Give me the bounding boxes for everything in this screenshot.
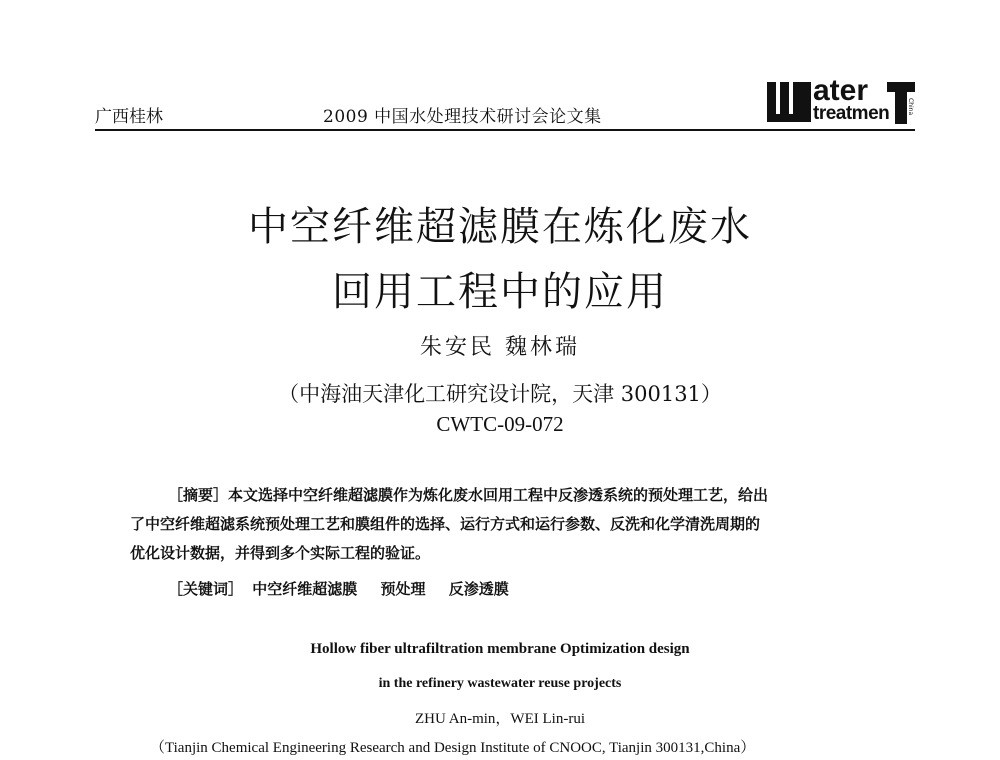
page-header (95, 74, 915, 130)
abstract (130, 481, 890, 568)
keyword-item: 预处理 (380, 580, 426, 598)
keywords (168, 578, 527, 599)
affiliation: （中海油天津化工研究设计院，天津 300131） (278, 382, 722, 406)
english-title-line-1: Hollow fiber ultrafiltration membrane Optimization design (310, 641, 690, 657)
logo-china-text: China (907, 98, 914, 116)
water-treatment-logo (767, 74, 915, 128)
paper-title-line-1: 中空纤维超滤膜在炼化废水 (248, 204, 752, 250)
keywords-label: ［关键词］ (168, 580, 244, 598)
header-proceedings-title: 2009 中国水处理技术研讨会论文集 (323, 107, 602, 127)
paper-code: CWTC-09-072 (436, 412, 564, 436)
english-authors: ZHU An-min，WEI Lin-rui (415, 711, 585, 727)
abstract-line-2: 了中空纤维超滤系统预处理工艺和膜组件的选择、运行方式和运行参数、反洗和化学清洗周期的 (130, 515, 761, 533)
english-title-line-2: in the refinery wastewater reuse projects (378, 676, 622, 691)
paper-title-line-2: 回用工程中的应用 (332, 269, 668, 315)
header-location: 广西桂林 (95, 107, 163, 127)
logo-w-mark (767, 82, 811, 122)
abstract-line-3: 优化设计数据，并得到多个实际工程的验证。 (130, 544, 431, 562)
authors: 朱安民 魏林瑞 (420, 335, 580, 360)
logo-text-ater: ater (813, 74, 869, 107)
abstract-line-1: ［摘要］本文选择中空纤维超滤膜作为炼化废水回用工程中反渗透系统的预处理工艺，给出 (168, 486, 769, 504)
header-rule (95, 129, 915, 131)
english-affiliation: （Tianjin Chemical Engineering Research and Design Institute of CNOOC, Tianjin 300131,China） (150, 740, 756, 756)
keyword-item: 中空纤维超滤膜 (252, 580, 358, 598)
logo-text-treatmen: treatmen (813, 103, 890, 124)
keyword-item: 反渗透膜 (448, 580, 509, 598)
